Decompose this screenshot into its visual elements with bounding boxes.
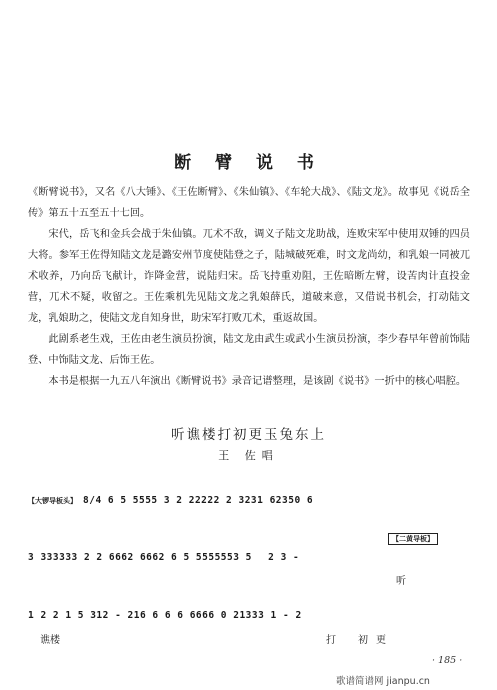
intro-paragraph-4: 本书是根据一九五八年演出《断臂说书》录音记谱整理，是该剧《说书》一折中的核心唱腔。	[48, 376, 467, 387]
score-notes-2: 3 333333 2 2 6662 6662 6 5 5555553 5	[28, 552, 252, 563]
score-notes-3: 1 2 2 1 5 312 - 216 6 6 6 6666 0 21333 1 - 2	[28, 610, 302, 621]
lyric-chu: 初	[358, 635, 368, 646]
lyric-geng: 更	[376, 635, 386, 646]
lyric-da: 打	[326, 635, 336, 646]
page-title: 断 臂 说 书	[174, 153, 323, 173]
singer-credit: 王 佐唱	[218, 449, 279, 462]
score-row-1	[28, 495, 468, 506]
lyric-qiaolou: 谯楼	[40, 635, 60, 646]
score-notes-1: 8/4 6 5 5555 3 2 22222 2 3231 62350 6	[83, 495, 314, 506]
intro-text	[28, 182, 470, 392]
song-title: 听谯楼打初更玉兔东上	[171, 427, 326, 443]
score-notes-2-tail: 2 3 -	[268, 552, 300, 563]
erhuang-tag: 【二黄导板】	[388, 533, 438, 545]
score-row-3	[28, 610, 468, 621]
page-number: · 185 ·	[432, 655, 463, 666]
intro-paragraph-1: 《断臂说书》，又名《八大锤》、《王佐断臂》、《朱仙镇》、《车轮大战》、《陆文龙》。故事见《说岳全传》第五十五至五十七回。	[28, 187, 470, 219]
watermark: 歌谱简谱网 jianpu.cn	[336, 676, 430, 687]
intro-paragraph-3: 此剧系老生戏，王佐由老生演员扮演，陆文龙由武生或武小生演员扮演，李少春早年曾前饰陆登、中饰陆文龙、后饰王佐。	[28, 334, 470, 366]
lyric-ting: 听	[396, 576, 406, 587]
score-row-2	[28, 552, 468, 563]
intro-paragraph-2: 宋代，岳飞和金兵会战于朱仙镇。兀术不敌，调义子陆文龙助战，连败宋军中使用双锤的四员大将。参军王佐得知陆文龙是潞安州节度使陆登之子，陆城破死难，时文龙尚幼，和乳娘一同被兀术收养，乃向岳飞献计，诈降金营，说陆归宋。岳飞持重劝阻，王佐暗断左臂，设苦肉计直投金营，兀术不疑，收留之。王佐乘机先见陆文龙之乳娘薛氏，道破来意，又借说书机会，打动陆文龙，乳娘助之，使陆文龙自知身世，助宋军打败兀术，重返故国。	[28, 229, 470, 324]
percussion-tag: 【大锣导板头】	[28, 497, 77, 505]
